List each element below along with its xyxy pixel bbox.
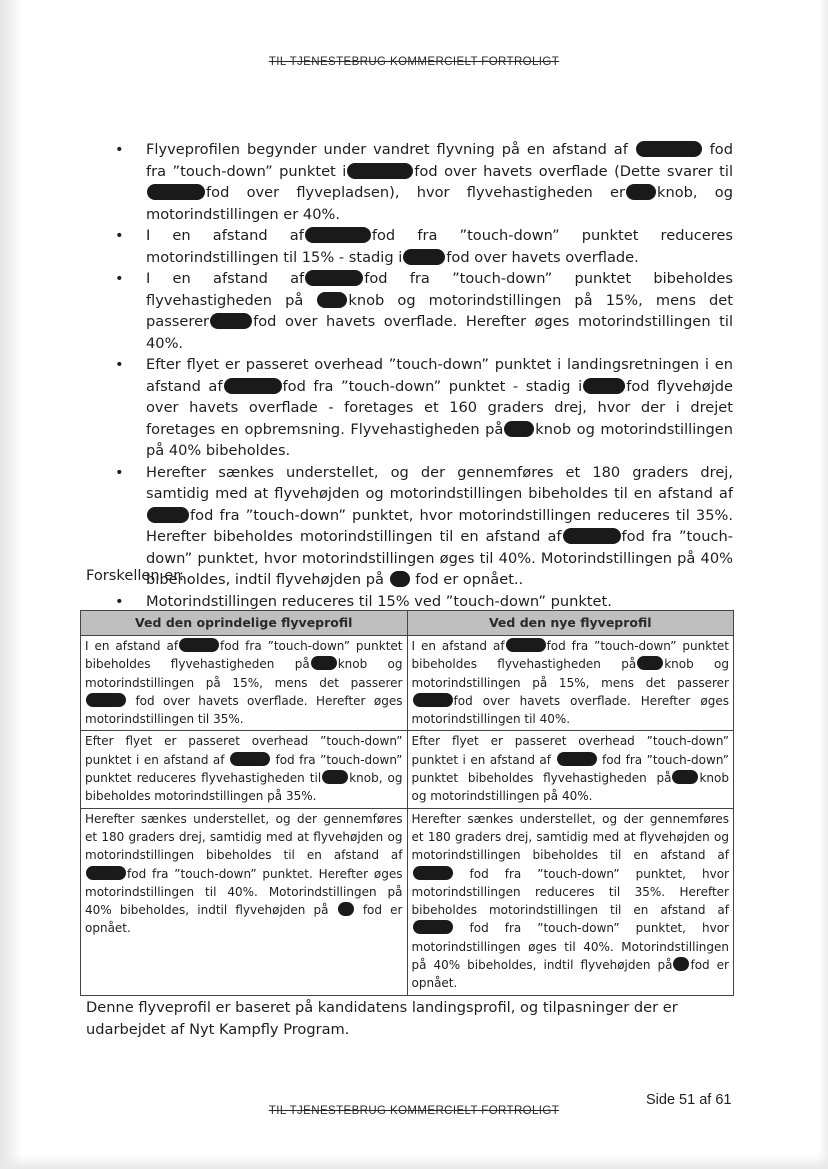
cell-text: I en afstand af	[411, 639, 505, 653]
redaction-box	[305, 270, 363, 286]
bullet-glyph: •	[115, 356, 124, 373]
redaction-box	[636, 141, 702, 157]
cell-text: fod over havets overflade. Herefter øges motorindstillingen til 40%.	[411, 693, 729, 727]
cell-text: fod fra ”touch-down” punktet. Herefter øges motorindstillingen til 40%. Motorindstillingen på 40% bibeholdes, indtil flyvehøjden på	[85, 866, 403, 918]
bullet-glyph: •	[115, 141, 124, 158]
bullet-text: fod over havets overflade (Dette svarer til	[414, 162, 733, 180]
bullet-text: fod er opnået..	[415, 571, 524, 588]
redaction-box	[626, 184, 656, 200]
scan-edge-bottom	[0, 1155, 828, 1169]
table-row	[81, 808, 734, 995]
cell-text: fod er opnået.	[85, 903, 403, 936]
cell-text: Herefter sænkes understellet, og der gennemføres et 180 graders drej, samtidig med at flyvehøjden og motorindstillingen bibeholdes til en afstand af	[85, 811, 403, 863]
table-cell	[407, 731, 734, 808]
comparison-table	[80, 610, 734, 996]
bullet-item	[115, 591, 733, 613]
redaction-box	[563, 528, 621, 544]
cell-text: I en afstand af	[85, 639, 179, 653]
table-row	[81, 636, 734, 731]
bullet-text: I en afstand af	[146, 227, 304, 244]
table-cell	[81, 636, 408, 731]
redaction-box	[86, 866, 126, 880]
bullet-text: fod fra ”touch-down” punktet - stadig i	[282, 377, 583, 395]
redaction-box	[637, 656, 663, 670]
header-classification: TIL TJENESTEBRUG KOMMERCIELT FORTROLIGT	[268, 56, 560, 68]
redaction-box	[390, 571, 410, 587]
bullet-text: fod fra ”touch-down” punktet, hvor motorindstillingen reduceres til 35%. Herefter bibeholdes motorindstillingen til en afstand af	[146, 506, 733, 545]
redaction-box	[347, 163, 413, 179]
redaction-box	[672, 770, 698, 784]
bullet-text: Motorindstillingen reduceres til 15% ved ”touch-down” punktet.	[146, 592, 612, 610]
bullet-item	[115, 462, 733, 591]
bullet-item	[115, 225, 733, 268]
redaction-box	[413, 693, 453, 707]
bullet-glyph: •	[115, 463, 124, 481]
cell-text: fod fra ”touch-down” punktet bibeholdes flyvehastigheden på	[411, 639, 729, 672]
cell-text: knob og motorindstillingen på 15%, mens det passerer	[411, 657, 729, 690]
redaction-box	[403, 249, 445, 265]
redaction-box	[322, 770, 348, 784]
redaction-box	[305, 227, 371, 243]
bullet-glyph: •	[115, 592, 124, 610]
bullet-text: fod flyvehøjde over havets overflade - foretages et 160 graders drej, hvor der i drejet foretages en opbremsning. Flyvehastigheden på	[146, 377, 733, 438]
cell-text: Herefter sænkes understellet, og der gennemføres et 180 graders drej, samtidig med at flyvehøjden og motorindstillingen bibeholdes til en afstand af	[411, 811, 729, 863]
cell-text: fod fra ”touch-down” punktet reduceres flyvehastigheden til	[85, 752, 403, 786]
cell-text: knob og motorindstillingen på 40%.	[411, 771, 729, 804]
cell-text: fod fra ”touch-down” punktet bibeholdes flyvehastigheden på	[411, 752, 729, 786]
conclusion-paragraph: Denne flyveprofil er baseret på kandidatens landingsprofil, og tilpasninger der er udarbejdet af Nyt Kampfly Program.	[86, 999, 678, 1038]
cell-text: fod fra ”touch-down” punktet, hvor motorindstillingen reduceres til 35%. Herefter bibeholdes motorindstillingen til en afstand af	[411, 866, 729, 918]
bullet-text: Herefter sænkes understellet, og der gennemføres et 180 graders drej, samtidig med at flyvehøjden og motorindstillingen bibeholdes til en afstand af	[146, 463, 733, 502]
redaction-box	[86, 693, 126, 707]
scan-edge-right	[818, 0, 828, 1169]
scan-edge-left	[0, 0, 22, 1169]
bullet-text: fod over flyvepladsen), hvor flyvehastigheden er	[206, 184, 626, 201]
redaction-box	[317, 292, 347, 308]
bullet-text: fod fra ”touch-down” punktet bibeholdes flyvehastigheden på	[146, 270, 733, 309]
bullet-text: fod fra ”touch-down” punktet i	[146, 141, 734, 180]
bullet-text: fod over havets overflade.	[446, 248, 639, 266]
redaction-box	[673, 957, 689, 971]
column-header-original: Ved den oprindelige flyveprofil	[81, 611, 408, 636]
bullet-text: knob og motorindstillingen på 15%, mens det passerer	[146, 291, 733, 330]
cell-text: Efter flyet er passeret overhead ”touch-down” punktet i en afstand af	[85, 734, 403, 767]
bullet-item	[115, 268, 733, 354]
bullet-text: knob og motorindstillingen på 40% bibeholdes.	[146, 420, 733, 459]
table-cell	[407, 636, 734, 731]
table-cell	[81, 808, 408, 995]
table-header-row	[81, 611, 734, 636]
redaction-box	[504, 421, 534, 437]
bullet-text: fod fra ”touch-down” punktet reduceres motorindstillingen til 15% - stadig i	[146, 227, 733, 266]
cell-text: fod er opnået.	[411, 958, 729, 991]
table-row	[81, 731, 734, 808]
bullet-text: fod fra ”touch-down” punktet, hvor motorindstillingen øges til 40%. Motorindstillingen på 40% bibeholdes, indtil flyvehøjden på	[146, 528, 733, 588]
redaction-box	[413, 920, 453, 934]
bullet-text: I en afstand af	[146, 270, 305, 287]
footer-classification: TIL TJENESTEBRUG KOMMERCIELT FORTROLIGT	[268, 1105, 560, 1117]
bullet-text: fod over havets overflade. Herefter øges motorindstillingen til 40%.	[146, 313, 733, 352]
redaction-box	[230, 752, 270, 766]
cell-text: knob og motorindstillingen på 15%, mens det passerer	[85, 657, 403, 690]
redaction-box	[210, 313, 252, 329]
redaction-box	[179, 638, 219, 652]
column-header-new: Ved den nye flyveprofil	[407, 611, 734, 636]
cell-text: fod over havets overflade. Herefter øges motorindstillingen til 35%.	[85, 693, 403, 727]
bullet-item	[115, 139, 733, 225]
bullet-glyph: •	[115, 270, 124, 287]
table-cell	[81, 731, 408, 808]
redaction-box	[506, 638, 546, 652]
cell-text: fod fra ”touch-down” punktet, hvor motorindstillingen øges til 40%. Motorindstillingen på 40% bibeholdes, indtil flyvehøjden på	[411, 921, 729, 973]
bullet-text: knob, og motorindstillingen er 40%.	[146, 184, 733, 223]
redaction-box	[583, 378, 625, 394]
bullet-item	[115, 354, 733, 462]
page-number: Side 51 af 61	[646, 1092, 732, 1108]
bullet-glyph: •	[115, 227, 124, 244]
redaction-box	[338, 902, 354, 916]
redaction-box	[311, 656, 337, 670]
redaction-box	[224, 378, 282, 394]
bullet-text: Flyveprofilen begynder under vandret flyvning på en afstand af	[146, 141, 628, 158]
redaction-box	[413, 866, 453, 880]
table-cell	[407, 808, 734, 995]
redaction-box	[147, 184, 205, 200]
cell-text: fod fra ”touch-down” punktet bibeholdes flyvehastigheden på	[85, 639, 403, 672]
cell-text: knob, og bibeholdes motorindstillingen på 35%.	[85, 771, 403, 804]
cell-text: Efter flyet er passeret overhead ”touch-down” punktet i en afstand af	[411, 734, 729, 767]
redaction-box	[557, 752, 597, 766]
bullet-text: Efter flyet er passeret overhead ”touch-down” punktet i landingsretningen i en afstand af	[146, 356, 733, 395]
comparison-intro: Forskellen er:	[86, 567, 184, 584]
profile-bullet-list	[115, 139, 733, 612]
redaction-box	[147, 507, 189, 523]
